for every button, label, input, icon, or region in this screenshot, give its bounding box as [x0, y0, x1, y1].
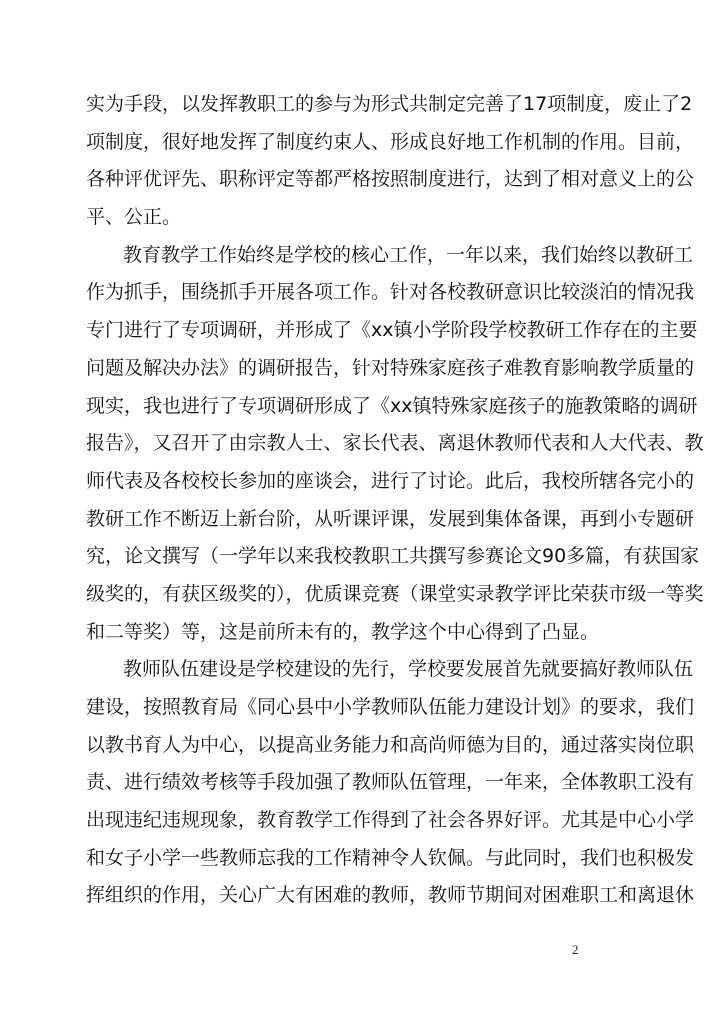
text-line: 教育教学工作始终是学校的核心工作，一年以来，我们始终以教研工 — [123, 243, 694, 266]
paragraph — [86, 651, 695, 915]
text-line: 实为手段，以发挥教职工的参与为形式共制定完善了17项制度，废止了2 — [86, 93, 693, 115]
text-line: 各种评优评先、职称评定等都严格按照制度进行，达到了相对意义上的公 — [86, 168, 695, 191]
text-line: 和二等奖）等，这是前所未有的，教学这个中心得到了凸显。 — [86, 620, 600, 643]
text-line: 责、进行绩效考核等手段加强了教师队伍管理，一年来，全体教职工没有 — [86, 771, 695, 794]
page-number: 2 — [572, 942, 579, 957]
text-line: 挥组织的作用，关心广大有困难的教师，教师节期间对困难职工和离退休 — [86, 884, 695, 907]
text-line: 平、公正。 — [86, 206, 182, 229]
text-line: 现实，我也进行了专项调研形成了《xx镇特殊家庭孩子的施教策略的调研 — [86, 394, 698, 417]
text-line: 项制度，很好地发挥了制度约束人、形成良好地工作机制的作用。目前， — [86, 130, 695, 153]
text-line: 问题及解决办法》的调研报告，针对特殊家庭孩子难教育影响教学质量的 — [86, 356, 695, 379]
text-line: 师代表及各校校长参加的座谈会，进行了讨论。此后，我校所辖各完小的 — [86, 469, 695, 492]
text-line: 和女子小学一些教师忘我的工作精神令人钦佩。与此同时，我们也积极发 — [86, 846, 695, 869]
text-line: 究，论文撰写（一学年以来我校教职工共撰写参赛论文90多篇，有获国家 — [86, 545, 700, 568]
text-line: 报告》，又召开了由宗教人士、家长代表、离退休教师代表和人大代表、教 — [86, 432, 704, 455]
text-line: 建设，按照教育局《同心县中小学教师队伍能力建设计划》的要求，我们 — [86, 696, 695, 718]
document-body — [86, 86, 704, 915]
paragraph — [86, 86, 695, 237]
text-line: 教师队伍建设是学校建设的先行，学校要发展首先就要搞好教师队伍 — [123, 658, 694, 681]
text-line: 以教书育人为中心，以提高业务能力和高尚师德为目的，通过落实岗位职 — [86, 733, 695, 756]
paragraph — [86, 237, 704, 652]
text-line: 作为抓手，围绕抓手开展各项工作。针对各校教研意识比较淡泊的情况我 — [86, 281, 695, 304]
text-line: 出现违纪违规现象，教育教学工作得到了社会各界好评。尤其是中心小学 — [86, 809, 695, 832]
text-line: 专门进行了专项调研，并形成了《xx镇小学阶段学校教研工作存在的主要 — [86, 319, 698, 342]
text-line: 级奖的，有获区级奖的），优质课竞赛（课堂实录教学评比荣获市级一等奖 — [86, 582, 704, 605]
text-line: 教研工作不断迈上新台阶，从听课评课，发展到集体备课，再到小专题研 — [86, 507, 695, 530]
